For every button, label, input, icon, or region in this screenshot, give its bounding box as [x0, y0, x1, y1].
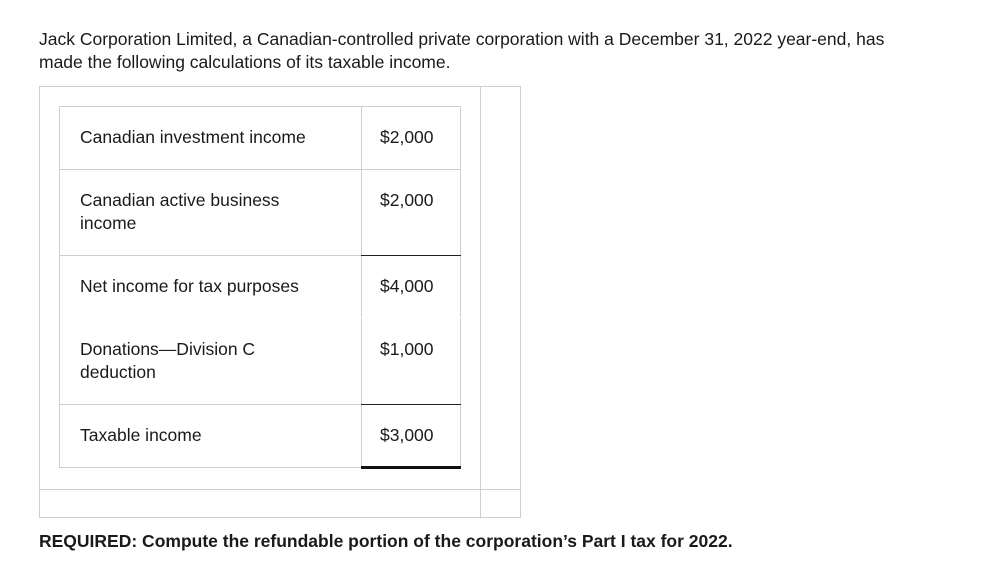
table-row — [60, 107, 460, 169]
table-row — [60, 170, 460, 255]
row-label-donations-deduction: Donations—Division C deduction — [80, 339, 256, 382]
row-divider-gap — [361, 317, 461, 318]
outer-table-row-divider — [39, 489, 521, 490]
row-amount-active-business-income: $2,000 — [380, 190, 434, 210]
row-amount-investment-income: $2,000 — [380, 127, 434, 147]
row-label-net-income: Net income for tax purposes — [80, 276, 299, 296]
problem-intro — [39, 28, 989, 74]
total-double-underline — [361, 466, 461, 469]
required-instruction: REQUIRED: Compute the refundable portion of the corporation’s Part I tax for 2022. — [39, 531, 733, 551]
table-row — [60, 319, 460, 404]
row-label-active-business-income: Canadian active business income — [80, 190, 280, 233]
outer-table-column-divider — [480, 86, 481, 518]
row-amount-net-income: $4,000 — [380, 276, 434, 296]
income-table — [59, 106, 461, 468]
row-label-taxable-income: Taxable income — [80, 425, 202, 445]
intro-line-1: Jack Corporation Limited, a Canadian-controlled private corporation with a December 31, 2022 year-end, has — [39, 29, 885, 49]
row-amount-donations-deduction: $1,000 — [380, 339, 434, 359]
intro-line-2: made the following calculations of its taxable income. — [39, 52, 451, 72]
row-label-investment-income: Canadian investment income — [80, 127, 306, 147]
row-amount-taxable-income: $3,000 — [380, 425, 434, 445]
table-row — [60, 405, 460, 467]
